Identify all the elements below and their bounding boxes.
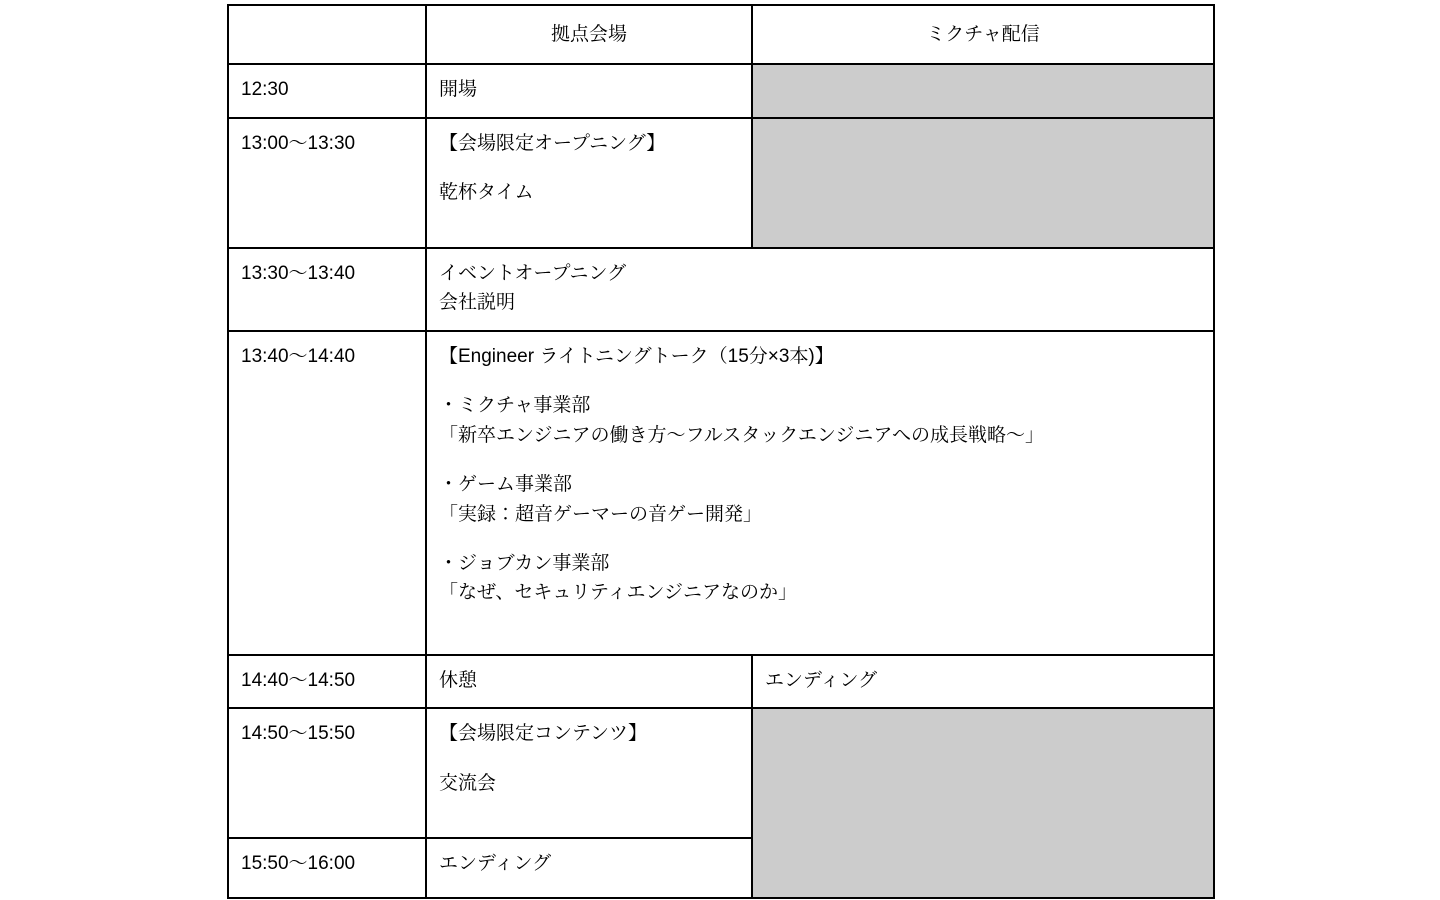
venue-spacer [439, 371, 1201, 391]
schedule-table [227, 4, 1215, 899]
table-row [228, 64, 1214, 117]
row-time: 15:50〜16:00 [228, 838, 426, 898]
row-venue [426, 331, 1214, 655]
row-stream [752, 64, 1214, 117]
column-header-stream: ミクチャ配信 [752, 5, 1214, 64]
stream-line: エンディング [765, 669, 878, 691]
venue-line: 開場 [439, 79, 478, 101]
row-venue [426, 708, 752, 838]
venue-line: 「実録：超音ゲーマーの音ゲー開発」 [439, 503, 763, 525]
row-time: 12:30 [228, 64, 426, 117]
table-row [228, 708, 1214, 838]
row-stream [752, 708, 1214, 898]
venue-line: ・ジョブカン事業部 [439, 552, 610, 574]
venue-line: イベントオープニング [439, 262, 627, 284]
row-time: 13:40〜14:40 [228, 331, 426, 655]
table-row [228, 118, 1214, 248]
table-row [228, 331, 1214, 655]
venue-line: エンディング [439, 853, 552, 875]
row-time: 14:40〜14:50 [228, 655, 426, 708]
venue-line: 【Engineer ライトニングトーク（15分×3本)】 [439, 345, 834, 367]
venue-line: 「なぜ、セキュリティエンジニアなのか」 [439, 582, 798, 604]
venue-line: 【会場限定コンテンツ】 [439, 723, 648, 745]
venue-line: 会社説明 [439, 292, 516, 314]
venue-line: 休憩 [439, 669, 478, 691]
venue-spacer [439, 450, 1201, 470]
row-venue [426, 838, 752, 898]
row-venue [426, 655, 752, 708]
row-venue [426, 118, 752, 248]
table-body [228, 64, 1214, 898]
row-time: 13:00〜13:30 [228, 118, 426, 248]
venue-spacer [439, 529, 1201, 549]
row-venue [426, 248, 1214, 331]
venue-line: 「新卒エンジニアの働き方〜フルスタックエンジニアへの成長戦略〜」 [439, 424, 1044, 446]
table-header [228, 5, 1214, 64]
row-time: 13:30〜13:40 [228, 248, 426, 331]
venue-line: ・ゲーム事業部 [439, 474, 573, 496]
table-row [228, 655, 1214, 708]
venue-spacer [439, 749, 739, 769]
row-time: 14:50〜15:50 [228, 708, 426, 838]
venue-spacer [439, 158, 739, 178]
table-row [228, 248, 1214, 331]
venue-line: 【会場限定オープニング】 [439, 132, 666, 154]
venue-line: ・ミクチャ事業部 [439, 395, 591, 417]
table-header-row [228, 5, 1214, 64]
row-stream [752, 118, 1214, 248]
schedule-table-wrap [227, 4, 1213, 899]
column-header-time [228, 5, 426, 64]
row-stream [752, 655, 1214, 708]
column-header-venue: 拠点会場 [426, 5, 752, 64]
row-venue [426, 64, 752, 117]
venue-line: 乾杯タイム [439, 182, 534, 204]
venue-line: 交流会 [439, 772, 497, 794]
